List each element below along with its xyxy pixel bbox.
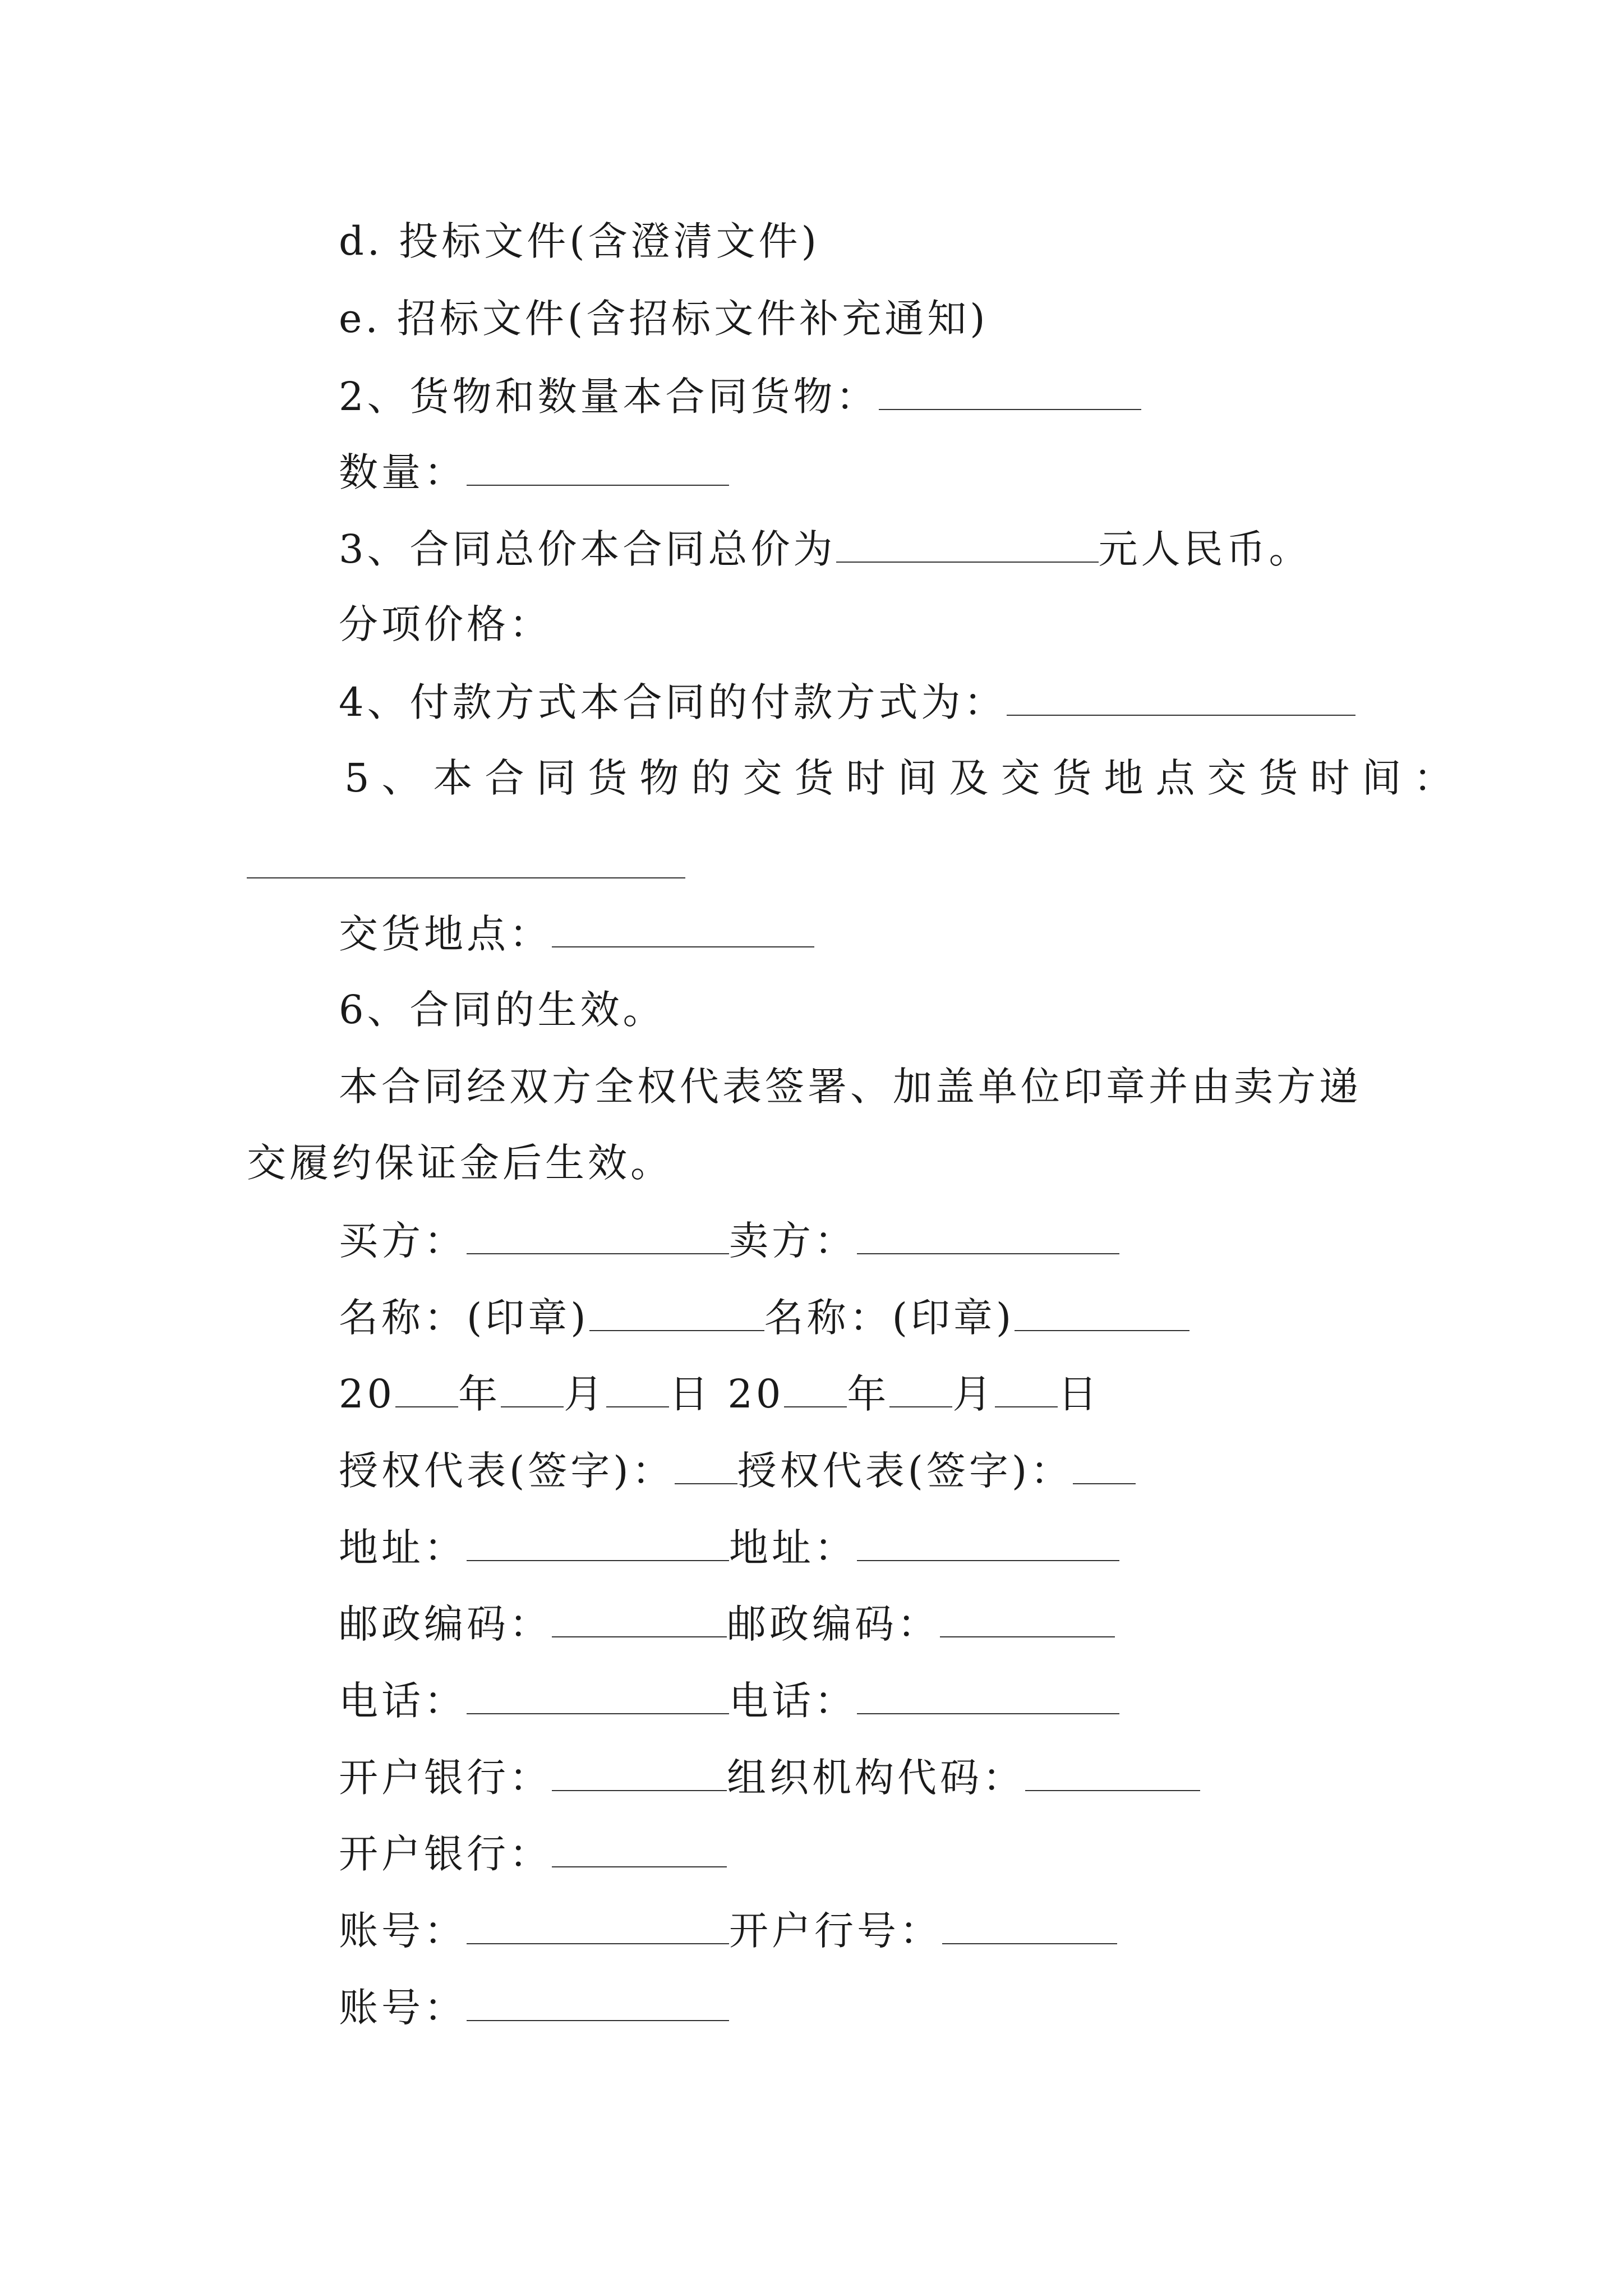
- seller-bank-row: [339, 1830, 727, 1876]
- phone-row: [339, 1677, 1119, 1723]
- item-e: [339, 296, 989, 341]
- section-6-heading: 6、合同的生效。: [339, 987, 666, 1033]
- seller-month-field[interactable]: [889, 1370, 952, 1407]
- goods-field[interactable]: [879, 373, 1141, 410]
- seller-year-prefix: 20: [727, 1371, 785, 1417]
- representative-row: [339, 1447, 1136, 1493]
- seller-day-field[interactable]: [995, 1370, 1058, 1407]
- delivery-place-label: 交货地点：: [339, 911, 552, 957]
- buyer-phone-label: 电话：: [339, 1678, 467, 1724]
- buyer-field[interactable]: [467, 1217, 729, 1254]
- seller-postal-field[interactable]: [940, 1600, 1115, 1637]
- itemized-price-label: 分项价格：: [339, 601, 552, 647]
- section-4-heading: 4、付款方式本合同的付款方式为：: [339, 679, 1007, 725]
- seller-account-label: 账号：: [339, 1985, 467, 2031]
- buyer-postal-field[interactable]: [552, 1600, 727, 1637]
- org-code-label: 组织机构代码：: [727, 1755, 1025, 1801]
- seller-month-label: 月: [952, 1371, 995, 1417]
- bank-no-label: 开户行号：: [729, 1908, 942, 1954]
- total-price-field[interactable]: [836, 526, 1099, 563]
- delivery-place-field[interactable]: [552, 910, 814, 947]
- buyer-phone-field[interactable]: [467, 1677, 729, 1714]
- item-d: [339, 219, 820, 264]
- buyer-account-field[interactable]: [467, 1907, 729, 1944]
- section-6-body-text2: 交履约保证金后生效。: [247, 1140, 673, 1186]
- section-3-suffix: 元人民币。: [1098, 526, 1312, 572]
- postal-row: [339, 1600, 1115, 1646]
- buyer-month-field[interactable]: [501, 1370, 564, 1407]
- quantity-label: 数量：: [339, 449, 467, 495]
- seller-bank-label: 开户银行：: [339, 1831, 552, 1877]
- buyer-day-field[interactable]: [606, 1370, 669, 1407]
- buyer-label: 买方：: [339, 1218, 467, 1264]
- buyer-year-prefix: 20: [339, 1371, 396, 1417]
- section-5-delivery: [344, 756, 1465, 800]
- buyer-year-label: 年: [458, 1371, 501, 1417]
- seller-postal-label: 邮政编码：: [727, 1601, 940, 1647]
- buyer-day-label: 日: [669, 1371, 712, 1417]
- section-6-body-line1: [339, 1064, 1362, 1109]
- section-3-price: [339, 526, 1312, 572]
- seller-name-label: 名称：(印章): [764, 1295, 1015, 1341]
- seller-year-field[interactable]: [784, 1370, 847, 1407]
- delivery-place-row: [339, 910, 814, 956]
- item-d-text: d. 投标文件(含澄清文件): [339, 218, 820, 264]
- seller-account-row: [339, 1984, 729, 2030]
- parties-row: [339, 1217, 1119, 1263]
- buyer-account-label: 账号：: [339, 1908, 467, 1954]
- buyer-bank-field[interactable]: [552, 1754, 727, 1791]
- section-2-goods: [339, 373, 1141, 419]
- buyer-month-label: 月: [564, 1371, 607, 1417]
- seller-address-field[interactable]: [857, 1524, 1119, 1561]
- org-code-field[interactable]: [1025, 1754, 1200, 1791]
- seller-year-label: 年: [847, 1371, 890, 1417]
- itemized-price-row: [339, 602, 552, 647]
- section-6-effect: [339, 987, 666, 1032]
- delivery-time-field[interactable]: [247, 877, 685, 878]
- address-row: [339, 1524, 1119, 1570]
- name-seal-row: [339, 1294, 1189, 1340]
- seller-phone-field[interactable]: [857, 1677, 1119, 1714]
- seller-day-label: 日: [1058, 1371, 1101, 1417]
- buyer-address-label: 地址：: [339, 1525, 467, 1571]
- seller-bank-field[interactable]: [552, 1830, 727, 1867]
- seller-rep-label: 授权代表(签字)：: [737, 1448, 1073, 1494]
- quantity-row: [339, 449, 729, 495]
- seller-field[interactable]: [857, 1217, 1119, 1254]
- section-6-body-line2: [247, 1140, 673, 1185]
- section-6-body-text1: 本合同经双方全权代表签署、加盖单位印章并由卖方递: [339, 1064, 1362, 1110]
- section-4-payment: [339, 679, 1355, 725]
- seller-phone-label: 电话：: [729, 1678, 857, 1724]
- date-row: [339, 1370, 1100, 1416]
- payment-method-field[interactable]: [1007, 679, 1355, 716]
- buyer-year-field[interactable]: [395, 1370, 458, 1407]
- buyer-bank-label: 开户银行：: [339, 1755, 552, 1801]
- account-bankno-row: [339, 1907, 1117, 1953]
- quantity-field[interactable]: [467, 449, 729, 486]
- section-3-prefix: 3、合同总价本合同总价为: [339, 526, 836, 572]
- bank-no-field[interactable]: [942, 1907, 1117, 1944]
- buyer-name-label: 名称：(印章): [339, 1295, 589, 1341]
- buyer-address-field[interactable]: [467, 1524, 729, 1561]
- buyer-rep-label: 授权代表(签字)：: [339, 1448, 675, 1494]
- section-5-heading: 5、本合同货物的交货时间及交货地点交货时间：: [344, 755, 1465, 801]
- item-e-text: e. 招标文件(含招标文件补充通知): [339, 296, 989, 342]
- seller-address-label: 地址：: [729, 1525, 857, 1571]
- buyer-postal-label: 邮政编码：: [339, 1601, 552, 1647]
- seller-name-field[interactable]: [1015, 1294, 1189, 1331]
- bank-org-row: [339, 1754, 1200, 1800]
- seller-account-field[interactable]: [467, 1984, 729, 2021]
- seller-label: 卖方：: [729, 1218, 857, 1264]
- buyer-rep-field[interactable]: [675, 1447, 737, 1484]
- buyer-name-field[interactable]: [589, 1294, 764, 1331]
- seller-rep-field[interactable]: [1073, 1447, 1136, 1484]
- section-2-heading: 2、货物和数量本合同货物：: [339, 374, 879, 420]
